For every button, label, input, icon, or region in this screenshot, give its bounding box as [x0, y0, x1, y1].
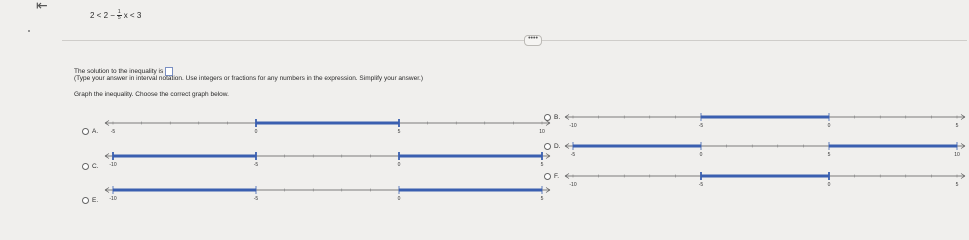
- option-b-label: B.: [554, 114, 561, 121]
- tick-label: -5: [110, 129, 116, 135]
- option-b[interactable]: [544, 114, 560, 121]
- tick-label: 0: [397, 162, 401, 168]
- tick-label: -5: [253, 196, 259, 202]
- tick-label: -5: [698, 123, 704, 129]
- radio-e-icon[interactable]: [82, 197, 89, 204]
- tick-label: 0: [827, 123, 831, 129]
- back-arrow-icon[interactable]: ⇤: [36, 0, 48, 13]
- number-line-a: [105, 113, 550, 145]
- tick-label: 5: [955, 123, 959, 129]
- tick-label: -10: [569, 123, 577, 129]
- graph-prompt: Graph the inequality. Choose the correct graph below.: [74, 91, 229, 98]
- tick-label: 5: [955, 182, 959, 188]
- tick-label: 0: [699, 152, 703, 158]
- tick-label: -5: [253, 162, 259, 168]
- option-d[interactable]: [544, 143, 561, 150]
- number-line-e: [105, 180, 550, 212]
- option-c[interactable]: [82, 163, 99, 170]
- radio-f-icon[interactable]: [544, 173, 551, 180]
- radio-b-icon[interactable]: [544, 114, 551, 121]
- tick-label: 0: [827, 182, 831, 188]
- tick-label: -5: [698, 182, 704, 188]
- inequality-lhs: 2 < 2 −: [90, 11, 115, 20]
- radio-d-icon[interactable]: [544, 143, 551, 150]
- option-e[interactable]: [82, 197, 98, 204]
- tick-label: 5: [827, 152, 831, 158]
- dot-marker-icon: [28, 30, 30, 32]
- tick-label: 5: [540, 162, 544, 168]
- fraction-numerator: 1: [117, 9, 121, 15]
- tick-label: 10: [954, 152, 960, 158]
- instructions-text: (Type your answer in interval notation. Use integers or fractions for any numbers in the expression. Simplify your answer.): [74, 75, 423, 82]
- tick-label: -5: [570, 152, 576, 158]
- number-line-f: [565, 166, 965, 194]
- option-a[interactable]: [82, 128, 98, 135]
- tick-label: 0: [397, 196, 401, 202]
- inequality-expression: [90, 10, 141, 21]
- tick-label: -10: [569, 182, 577, 188]
- fraction-denominator: 5: [117, 15, 121, 21]
- radio-c-icon[interactable]: [82, 163, 89, 170]
- number-line-c: [105, 146, 550, 178]
- inequality-rhs: x < 3: [123, 11, 142, 20]
- solution-prompt: The solution to the inequality is: [74, 68, 164, 75]
- option-e-label: E.: [92, 197, 99, 204]
- more-options-button[interactable]: ••••: [524, 35, 542, 46]
- tick-label: 5: [540, 196, 544, 202]
- option-a-label: A.: [92, 128, 99, 135]
- fraction: [117, 10, 122, 21]
- radio-a-icon[interactable]: [82, 128, 89, 135]
- option-f[interactable]: [544, 173, 559, 180]
- option-d-label: D.: [554, 143, 561, 150]
- tick-label: -10: [109, 196, 117, 202]
- section-divider: [62, 40, 967, 41]
- tick-label: 5: [397, 129, 401, 135]
- number-line-b: [565, 107, 965, 135]
- option-f-label: F.: [554, 173, 560, 180]
- number-line-d: [565, 136, 965, 164]
- tick-label: 10: [539, 129, 545, 135]
- option-c-label: C.: [92, 163, 99, 170]
- tick-label: -10: [109, 162, 117, 168]
- tick-label: 0: [254, 129, 258, 135]
